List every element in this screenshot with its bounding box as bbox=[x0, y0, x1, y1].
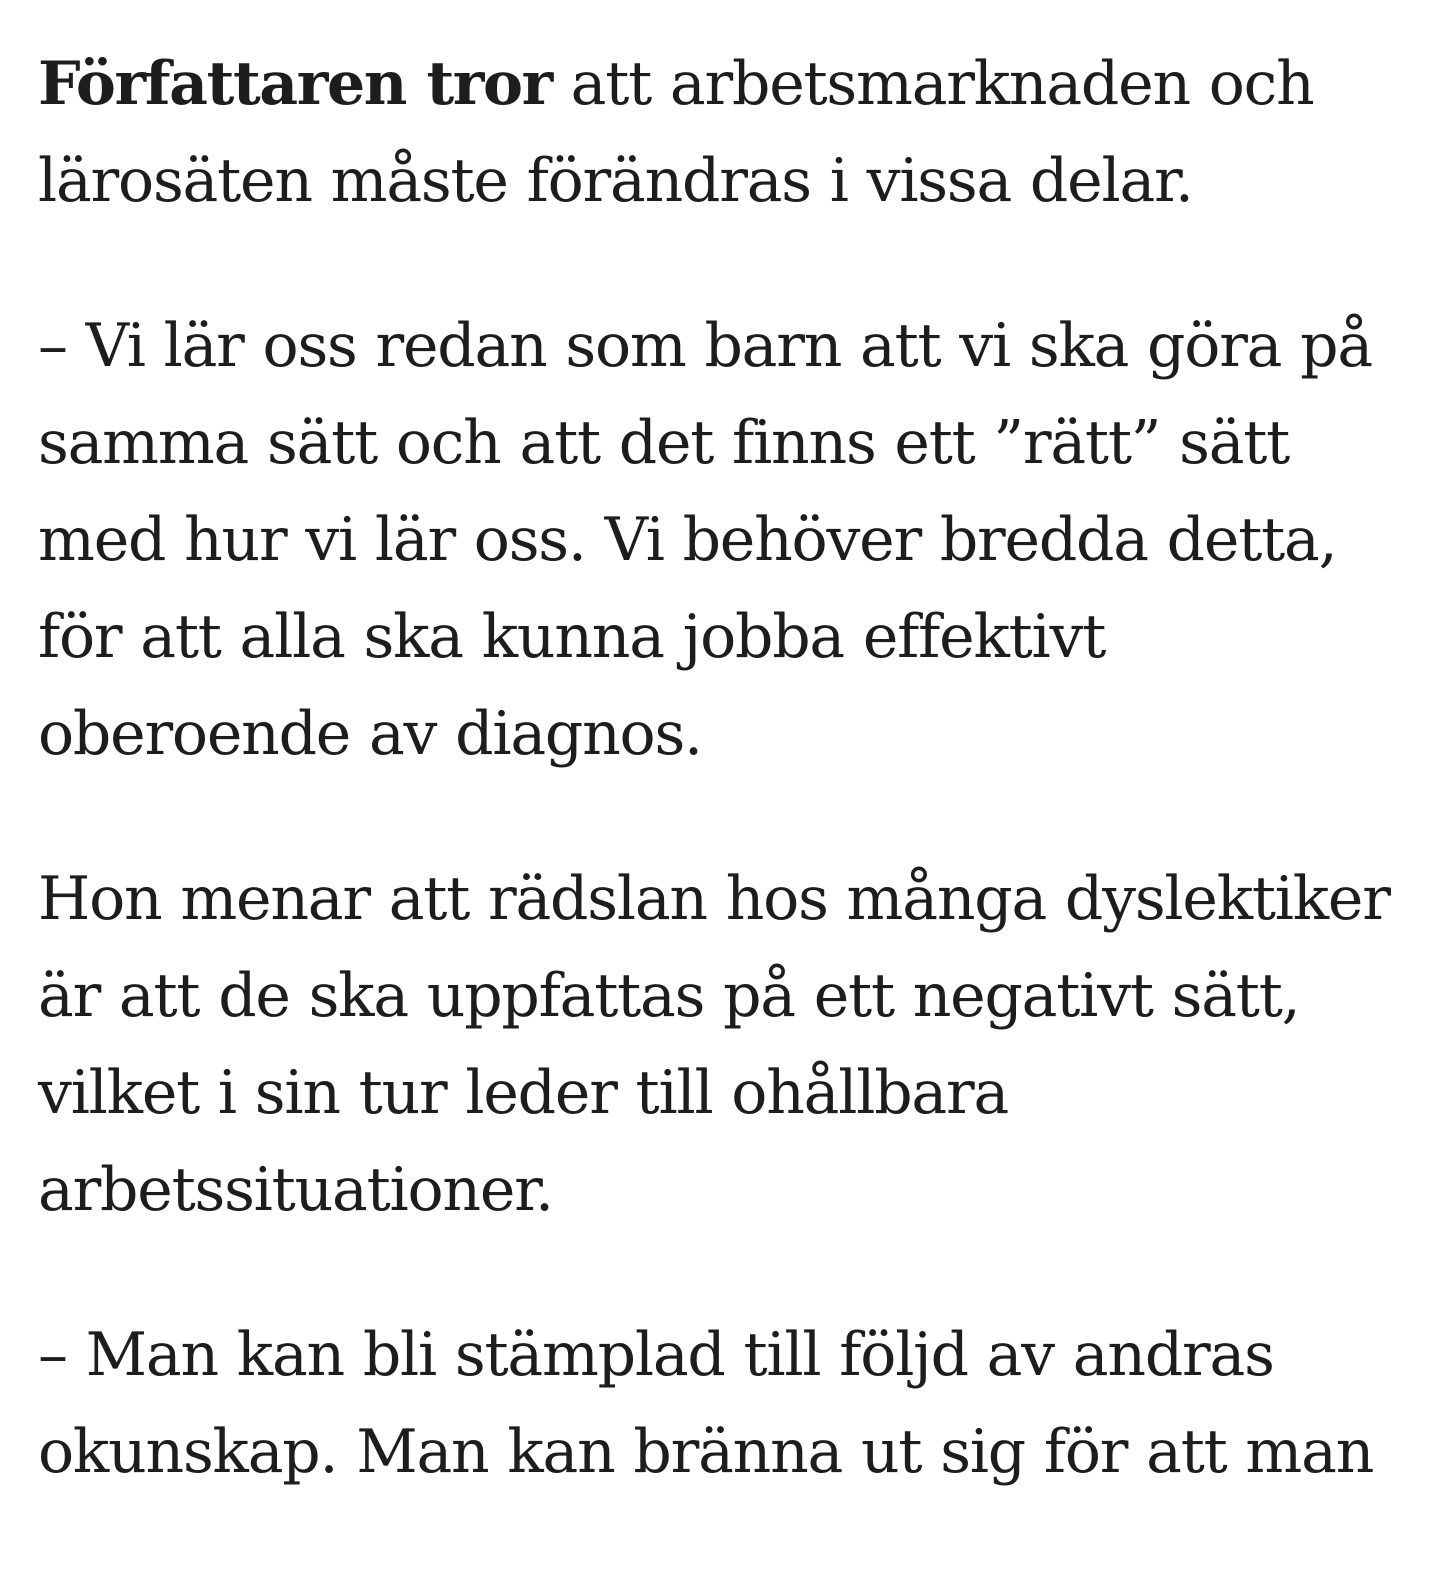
paragraph-text: att arbetsmarknaden och lärosäten måste förändras i vissa delar. bbox=[38, 49, 1314, 216]
paragraph-lead: Författaren tror bbox=[38, 49, 552, 119]
paragraph-text: Hon menar att rädslan hos många dyslektiker är att de ska uppfattas på ett negativt sätt, vilket i sin tur leder till ohållbara arbetssituationer. bbox=[38, 864, 1390, 1225]
paragraph-text: – Vi lär oss redan som barn att vi ska göra på samma sätt och att det finns ett ”rätt” sätt med hur vi lär oss. Vi behöver bredda detta, för att alla ska kunna jobba effektivt oberoende av diagnos. bbox=[38, 311, 1372, 769]
paragraph-intro bbox=[38, 36, 1418, 230]
article-body bbox=[38, 36, 1418, 1569]
paragraph-quote-1 bbox=[38, 298, 1418, 783]
paragraph-body bbox=[38, 851, 1418, 1239]
paragraph-quote-2 bbox=[38, 1307, 1418, 1501]
paragraph-text: – Man kan bli stämplad till följd av andras okunskap. Man kan bränna ut sig för att man bbox=[38, 1320, 1374, 1487]
